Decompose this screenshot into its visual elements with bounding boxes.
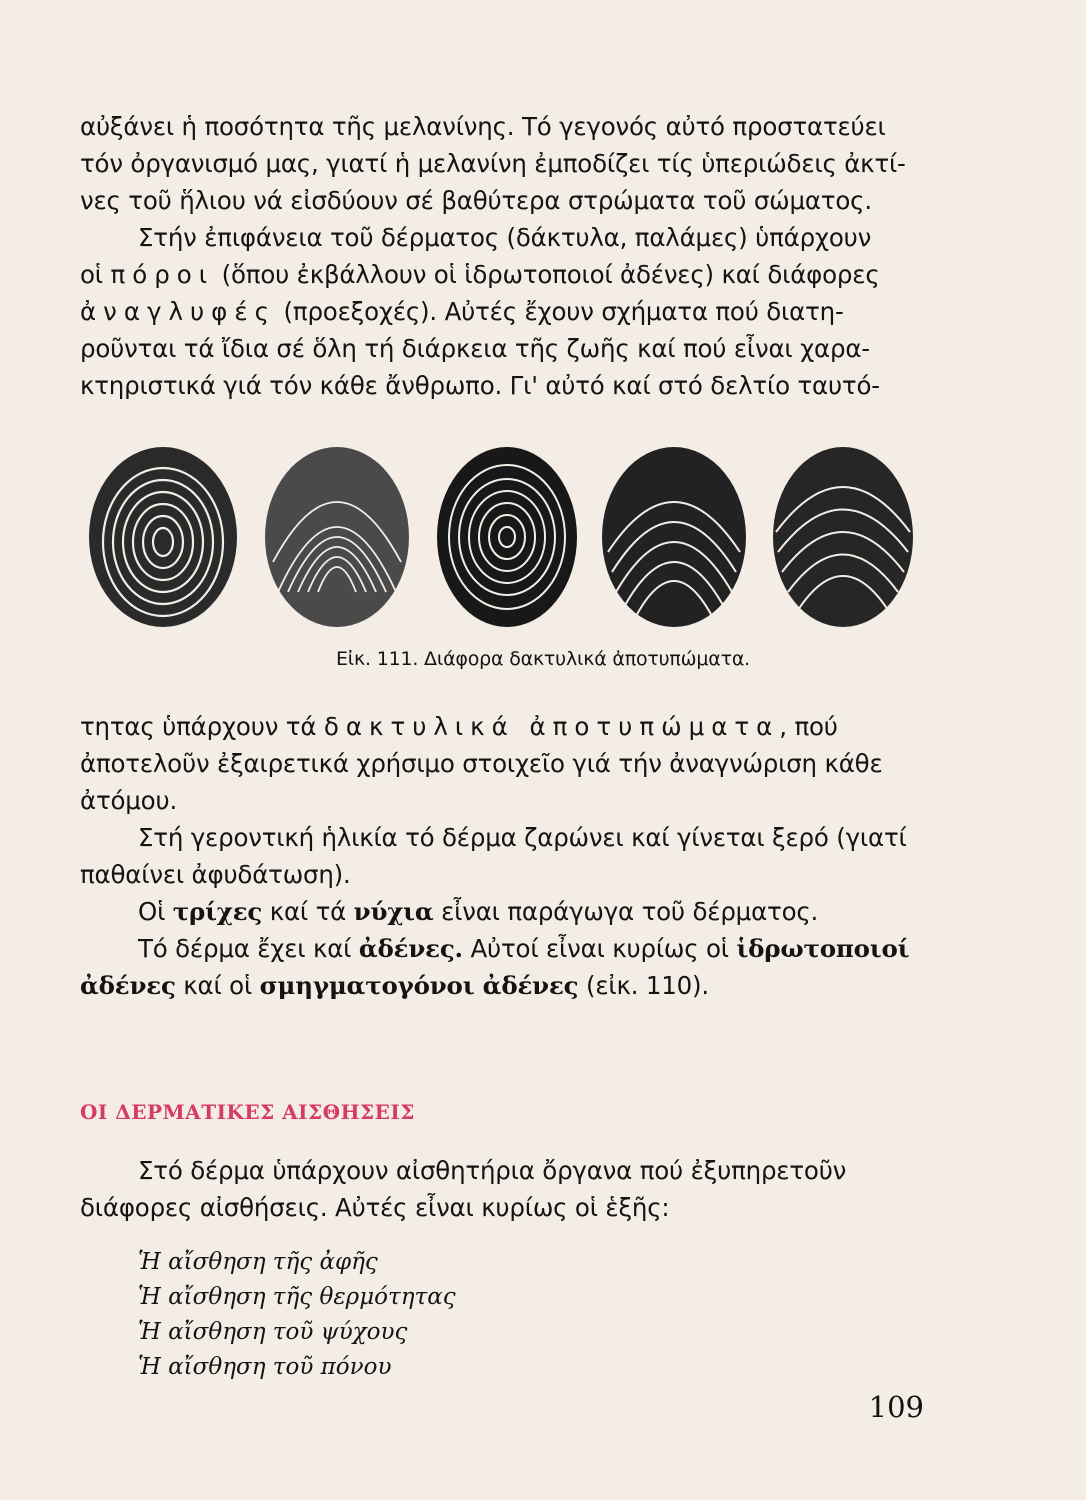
list-item: Ἡ αἴσθηση τοῦ πόνου: [138, 1354, 392, 1380]
fingerprint-image-5: [768, 442, 918, 632]
text-run: καί τά: [262, 897, 354, 926]
term-glands-2: ἀδένες: [80, 971, 176, 1000]
section-heading: ΟΙ ΔΕΡΜΑΤΙΚΕΣ ΑΙΣΘΗΣΕΙΣ: [80, 1100, 415, 1124]
text-run: τητας ὑπάρχουν τά: [80, 712, 324, 741]
text-line: [80, 293, 922, 330]
text-line: Στήν ἐπιφάνεια τοῦ δέρματος (δάκτυλα, παλάμες) ὑπάρχουν: [138, 223, 872, 252]
term-hair: τρίχες: [172, 897, 263, 926]
fingerprints-figure: [80, 442, 922, 632]
fingerprint-image-2: [258, 442, 416, 632]
text-line: [80, 893, 922, 930]
term-sweat: ἱδρωτοποιοί: [736, 934, 910, 963]
text-run: Τό δέρμα ἔχει καί: [138, 934, 359, 963]
text-run: εἶναι παράγωγα τοῦ δέρματος.: [433, 897, 819, 926]
text-run: , πού: [779, 712, 838, 741]
text-line: κτηριστικά γιά τόν κάθε ἄνθρωπο. Γι' αὐτό καί στό δελτίο ταυτό-: [80, 371, 880, 400]
paragraph-senses: [80, 1152, 922, 1226]
text-run: οἱ: [80, 260, 111, 289]
term-glands: ἀδένες.: [358, 934, 463, 963]
text-line: νες τοῦ ἥλιου νά εἰσδύουν σέ βαθύτερα στρώματα τοῦ σώματος.: [80, 186, 872, 215]
fingerprint-image-3: [432, 442, 582, 632]
text-line: [80, 256, 922, 293]
text-line: παθαίνει ἀφυδάτωση).: [80, 860, 351, 889]
page-number: 109: [868, 1390, 924, 1424]
term-nails: νύχια: [353, 897, 434, 926]
text-run: Αὐτοί εἶναι κυρίως οἱ: [462, 934, 737, 963]
fingerprint-image-1: [84, 442, 242, 632]
term-sebaceous-glands: σμηγματογόνοι ἀδένες: [259, 971, 579, 1000]
text-run: (εἰκ. 110).: [578, 971, 709, 1000]
list-item: Ἡ αἴσθηση τῆς ἀφῆς: [138, 1249, 378, 1275]
text-line: Στό δέρμα ὑπάρχουν αἰσθητήρια ὄργανα πού ἐξυπηρετοῦν: [138, 1156, 847, 1185]
text-line: ροῦνται τά ἴδια σέ ὅλη τή διάρκεια τῆς ζωῆς καί πού εἶναι χαρα-: [80, 334, 870, 363]
text-line: ἀτόμου.: [80, 786, 178, 815]
fingerprint-image-4: [598, 442, 750, 632]
text-run: (προεξοχές). Αὐτές ἔχουν σχήματα πού διατη-: [275, 297, 844, 326]
term-fingerprints: δακτυλικά ἀποτυπώματα: [323, 712, 780, 741]
text-run: (ὅπου ἐκβάλλουν οἱ ἱδρωτοποιοί ἀδένες) καί διάφορες: [214, 260, 880, 289]
text-line: διάφορες αἰσθήσεις. Αὐτές εἶναι κυρίως οἱ ἑξῆς:: [80, 1193, 670, 1222]
text-line: ἀποτελοῦν ἐξαιρετικά χρήσιμο στοιχεῖο γιά τήν ἀναγνώριση κάθε: [80, 749, 883, 778]
paragraph-fingerprints: [80, 708, 922, 1004]
text-run: Οἱ: [138, 897, 173, 926]
text-line: Στή γεροντική ἡλικία τό δέρμα ζαρώνει καί γίνεται ξερό (γιατί: [138, 823, 907, 852]
figure-caption: Εἰκ. 111. Διάφορα δακτυλικά ἀποτυπώματα.: [336, 648, 750, 670]
senses-list: [138, 1245, 456, 1385]
text-run: καί οἱ: [175, 971, 260, 1000]
paragraph-melanin: [80, 108, 922, 404]
text-line: τόν ὀργανισμό μας, γιατί ἡ μελανίνη ἐμποδίζει τίς ὑπεριώδεις ἀκτί-: [80, 149, 906, 178]
text-line: αὐξάνει ἡ ποσότητα τῆς μελανίνης. Τό γεγονός αὐτό προστατεύει: [80, 112, 886, 141]
list-item: Ἡ αἴσθηση τῆς θερμότητας: [138, 1284, 456, 1310]
text-line: [80, 967, 922, 1004]
term-reliefs: ἀναγλυφές: [80, 297, 276, 326]
text-line: [80, 708, 922, 745]
list-item: Ἡ αἴσθηση τοῦ ψύχους: [138, 1319, 408, 1345]
term-pores: πόροι: [110, 260, 215, 289]
text-line: [80, 930, 922, 967]
